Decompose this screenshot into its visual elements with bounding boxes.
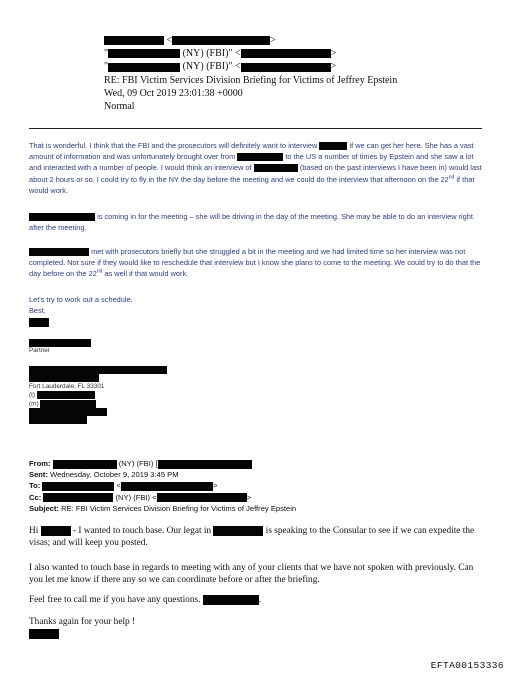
signature-block [29, 339, 91, 356]
redaction-box [241, 49, 331, 58]
signature-city: Fort Lauderdale, FL 33301 [29, 382, 105, 390]
fwd-cc-row: Cc: (NY) (FBI) < > [29, 492, 252, 502]
redaction-box [43, 493, 113, 502]
redaction-box [108, 63, 180, 72]
redaction-box [53, 460, 117, 469]
reply-paragraph-2: is coming in for the meeting – she will be driving in the day of the meeting. She may be able to do an interview right after the meeting. [29, 212, 473, 233]
redaction-box [37, 391, 95, 399]
original-paragraph-3: Feel free to call me if you have any questions. . [29, 595, 262, 605]
redaction-box [41, 526, 71, 536]
reply-paragraph-3: met with prosecutors briefly but she struggled a bit in the meeting and we had limited time so her interview was not completed. Not sure if they would like to reschedule that interview but I know she plans to come to the meeting. We could try to do that the day before on the 22nd as well if that would work. [29, 247, 481, 279]
redaction-box [172, 36, 270, 45]
redaction-box [121, 482, 213, 491]
original-closing: Thanks again for your help ! [29, 616, 489, 641]
fwd-sent-row: Sent: Wednesday, October 9, 2019 3:45 PM [29, 470, 179, 480]
redaction-box [241, 63, 331, 72]
redaction-box [29, 318, 49, 327]
document-page: < > " (NY) (FBI)" < > " (NY) (FBI)" < > RE: FBI Victim Services Division Briefing for Victims of Jeffrey Epstein Wed, 09 Oct 2019 23:01:38 +0000 Normal That is wonderful. I think that the FBI and the prosecutors will definitely want to interview if we can get her here. She has a vast amount of information and was unfortunately brought over from to the US a number of times by Epstein and she saw a lot and interacted with a number of people. I would think an interview of (based on the past interviews I have been in) would last about 2 hours or so. I could try to fly in the NY the day before the meeting and we could do the interview that afternoon on the 22nd if that would work. is coming in for the meeting – she will be driving in the day of the meeting. She may be able to do an interview right after the meeting. met with prosecutors briefly but she struggled a bit in the meeting and we had limited time so her interview was not completed. Not sure if they would like to reschedule that interview but I know she plans to come to the meeting. We could try to do that the day before on the 22nd as well if that would work. Let's try to work out a schedule. Best, Partner Fort Lauderdale, FL 33301 (t) (m) From: (NY) (FBI) [ Sent: Wednesday, October 9, 2019 3:45 PM To: < > Cc: (NY) (FBI) < > Subject: RE: FBI Victim Services Division Briefing for Victims of Jeffrey Epstein Hi - I wanted to touch base. Our legat in is speaking to the Consular to see if we can expedite the visas; and will keep you posted. I also wanted to touch base in regards to meeting with any of your clients that we have not spoken with previously. Can you let me know if there any so we can coordinate before or after the briefing. Feel free to call me if you have any questions. . Thanks again for your help ! EFTA00153336 [29, 35, 504, 671]
fwd-from-row: From: (NY) (FBI) [ [29, 458, 296, 469]
redaction-box [203, 595, 259, 605]
date-value: Wed, 09 Oct 2019 23:01:38 +0000 [104, 87, 243, 99]
redaction-box [29, 408, 107, 416]
redaction-box [40, 400, 96, 408]
redaction-box [104, 36, 164, 45]
original-paragraph-2: I also wanted to touch base in regards to meeting with any of your clients that we have not spoken with previously. Can you let me know if there any so we can coordinate before or after the briefing. [29, 563, 474, 586]
signature-title: Partner [29, 347, 50, 355]
redaction-box [29, 339, 91, 347]
reply-paragraph-1: That is wonderful. I think that the FBI and the prosecutors will definitely want to interview if we can get her here. She has a vast amount of information and was unfortunately brought over from to the US a number of times by Epstein and she saw a lot and interacted with a number of people. I would think an interview of (based on the past interviews I have been in) would last about 2 hours or so. I could try to fly in the NY the day before the meeting and we could do the interview that afternoon on the 22nd if that would work. [29, 141, 482, 195]
redaction-box [254, 164, 298, 172]
signature-contact: Fort Lauderdale, FL 33301 (t) (m) [29, 366, 167, 425]
subject-value: RE: FBI Victim Services Division Briefing for Victims of Jeffrey Epstein [104, 74, 398, 86]
redaction-box [319, 142, 347, 150]
bates-number: EFTA00153336 [430, 660, 504, 671]
forwarded-header [29, 458, 296, 514]
header-divider [29, 128, 482, 129]
redaction-box [29, 374, 99, 382]
reply-closing: Let's try to work out a schedule. Best, [29, 294, 485, 328]
redaction-box [42, 482, 114, 491]
redaction-box [108, 49, 180, 58]
redaction-box [29, 416, 87, 424]
redaction-box [213, 526, 263, 536]
redaction-box [29, 248, 89, 256]
redaction-box [29, 629, 59, 639]
redaction-box [157, 493, 247, 502]
fwd-to-row: To: < > [29, 481, 218, 491]
original-paragraph-1: Hi - I wanted to touch base. Our legat in is speaking to the Consular to see if we can expedite the visas; and will keep you posted. [29, 526, 475, 549]
redaction-box [29, 213, 95, 221]
redaction-box [158, 460, 252, 469]
fwd-subject-row: Subject: RE: FBI Victim Services Division Briefing for Victims of Jeffrey Epstein [29, 503, 297, 513]
importance-value: Normal [104, 100, 135, 112]
redaction-box [29, 366, 167, 374]
redaction-box [237, 153, 283, 161]
